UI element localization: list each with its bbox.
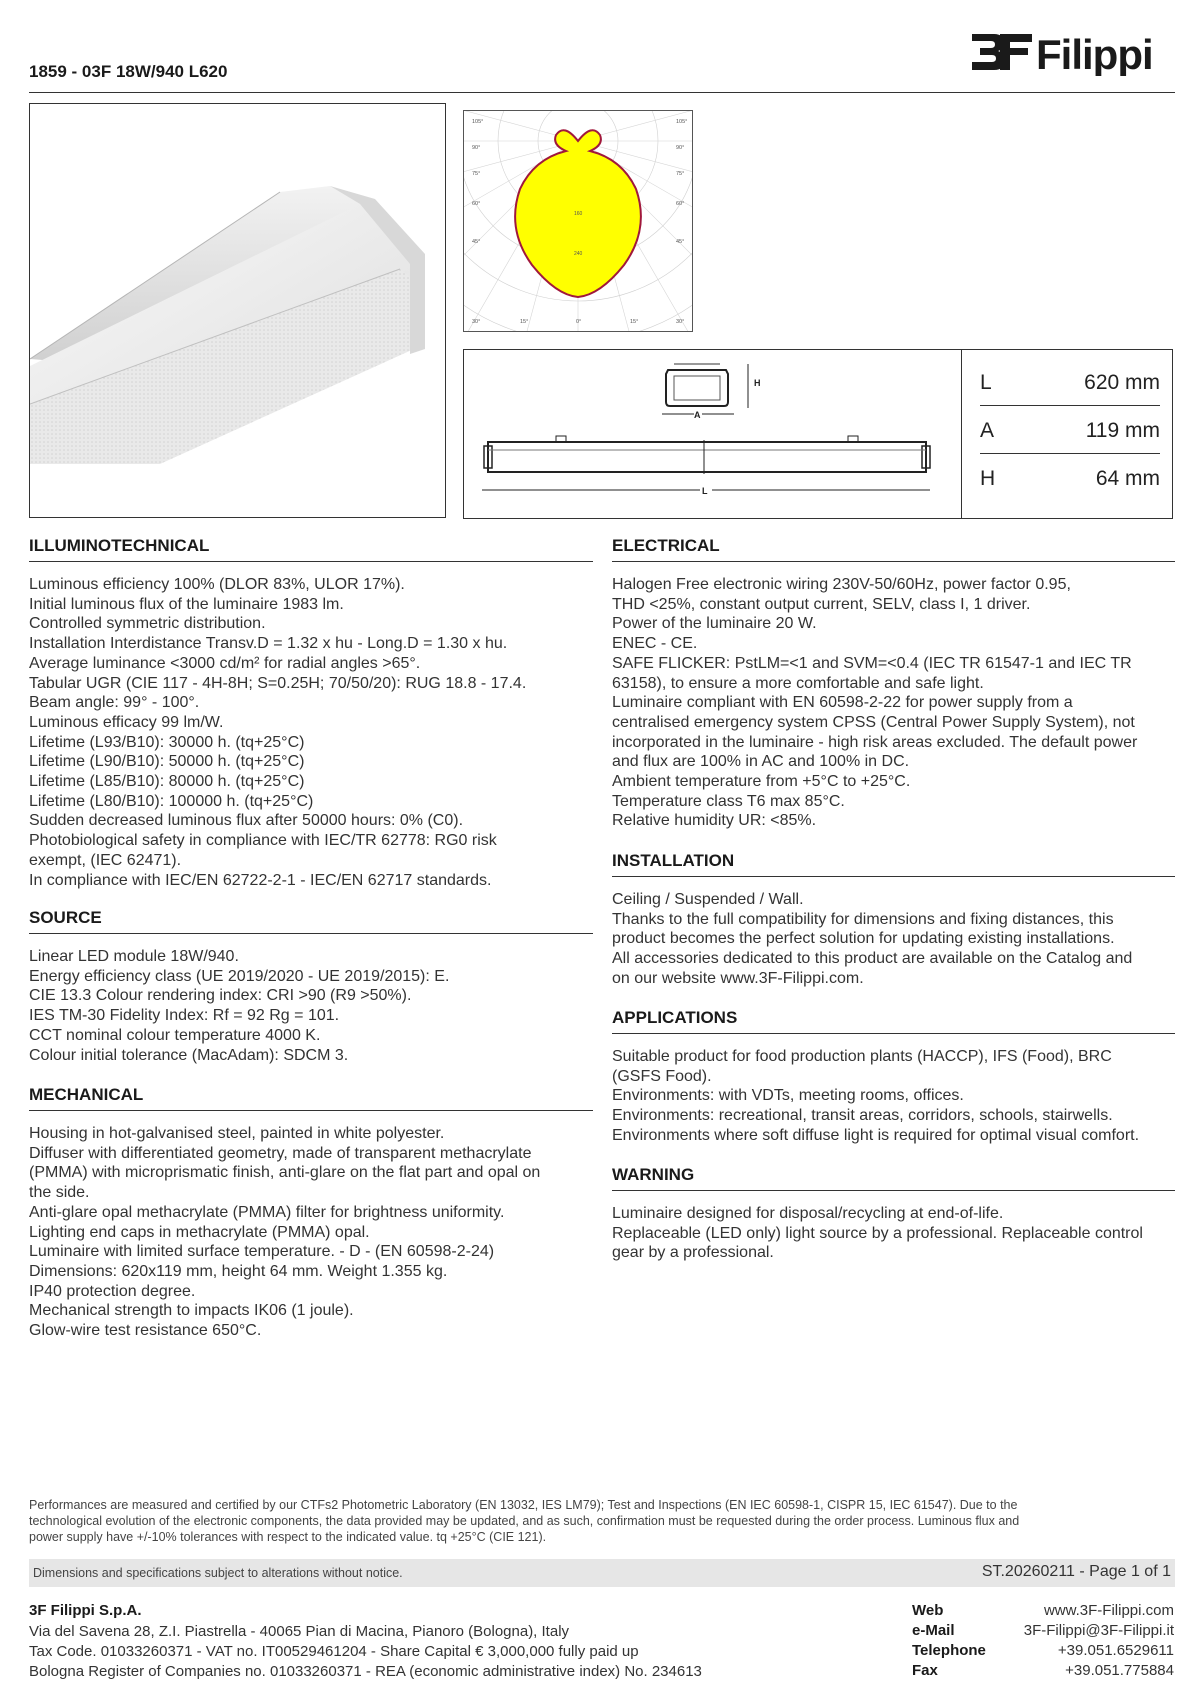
text-line: Ceiling / Suspended / Wall.	[612, 891, 804, 908]
angle-label: 30°	[472, 319, 481, 325]
text-line: Tax Code. 01033260371 - VAT no. IT00529461204 - Share Capital € 3,000,000 fully paid up	[29, 1643, 639, 1660]
text-line: product becomes the perfect solution for updating existing installations.	[612, 930, 1115, 948]
mechanical-text	[29, 1124, 540, 1341]
dimension-value: 64 mm	[1095, 467, 1160, 490]
text-line: Beam angle: 99° - 100°.	[29, 694, 200, 712]
company-address	[29, 1622, 702, 1682]
angle-label: 45°	[472, 239, 481, 245]
header-rule	[29, 92, 1175, 93]
text-line: (GSFS Food).	[612, 1067, 712, 1085]
text-line: CCT nominal colour temperature 4000 K.	[29, 1026, 321, 1044]
text-line: Tabular UGR (CIE 117 - 4H-8H; S=0.25H; 70/50/20): RUG 18.8 - 17.4.	[29, 674, 527, 692]
svg-text:Filippi: Filippi	[1036, 31, 1153, 76]
text-line: Energy efficiency class (UE 2019/2020 - UE 2019/2015): E.	[29, 967, 450, 985]
angle-label: 30°	[676, 319, 685, 325]
section-title-source: SOURCE	[29, 908, 102, 927]
text-line: Performances are measured and certified by our CTFs2 Photometric Laboratory (EN 13032, IES LM79); Test and Inspections (EN IEC 60598-1, CISPR 15, IEC 61547). Due to the	[29, 1498, 1018, 1512]
text-line: Colour initial tolerance (MacAdam): SDCM 3.	[29, 1046, 349, 1064]
text-line: In compliance with IEC/EN 62722-2-1 - IEC/EN 62717 standards.	[29, 871, 492, 889]
text-line: Average luminance <3000 cd/m² for radial angles >65°.	[29, 654, 421, 672]
angle-label: 75°	[472, 171, 481, 177]
illuminotechnical-text	[29, 575, 526, 890]
text-line: Lifetime (L90/B10): 50000 h. (tq+25°C)	[29, 753, 305, 771]
dim-label-h: H	[754, 378, 761, 388]
section-rule	[29, 933, 593, 934]
section-title-installation: INSTALLATION	[612, 851, 735, 870]
section-title-applications: APPLICATIONS	[612, 1008, 738, 1027]
text-line: technological evolution of the electronic components, the data provided may be updated, and as such, confirmation must be requested during the order process. Luminous flux and	[29, 1514, 1020, 1528]
text-line: (PMMA) with microprismatic finish, anti-glare on the flat part and opal on	[29, 1164, 541, 1182]
text-line: Anti-glare opal methacrylate (PMMA) filter for brightness uniformity.	[29, 1203, 505, 1221]
angle-label: 15°	[520, 319, 529, 325]
text-line: 63158), to ensure a more comfortable and safe light.	[612, 674, 984, 692]
warning-text	[612, 1204, 1143, 1263]
text-line: Thanks to the full compatibility for dimensions and fixing distances, this	[612, 910, 1114, 928]
text-line: Housing in hot-galvanised steel, painted in white polyester.	[29, 1125, 445, 1142]
text-line: SAFE FLICKER: PstLM=<1 and SVM=<0.4 (IEC TR 61547-1 and IEC TR	[612, 654, 1132, 672]
text-line: Installation Interdistance Transv.D = 1.32 x hu - Long.D = 1.30 x hu.	[29, 635, 508, 653]
text-line: Controlled symmetric distribution.	[29, 615, 266, 633]
text-line: Diffuser with differentiated geometry, made of transparent methacrylate	[29, 1144, 532, 1162]
text-line: Bologna Register of Companies no. 01033260371 - REA (economic administrative index) No. 234613	[29, 1663, 702, 1680]
text-line: Mechanical strength to impacts IK06 (1 joule).	[29, 1302, 354, 1320]
section-rule	[612, 1190, 1175, 1191]
section-rule	[29, 561, 593, 562]
product-photo	[29, 103, 446, 518]
text-line: Temperature class T6 max 85°C.	[612, 792, 845, 810]
text-line: the side.	[29, 1184, 90, 1202]
text-line: Glow-wire test resistance 650°C.	[29, 1322, 262, 1340]
text-line: Photobiological safety in compliance with IEC/TR 62778: RG0 risk	[29, 832, 497, 850]
angle-label: 90°	[472, 145, 481, 151]
polar-photometric-chart	[463, 110, 693, 332]
section-title-warning: WARNING	[612, 1165, 695, 1184]
applications-text	[612, 1047, 1139, 1146]
text-line: Lighting end caps in methacrylate (PMMA) opal.	[29, 1223, 370, 1241]
dim-label-a: A	[694, 410, 701, 420]
dim-label-l: L	[702, 486, 708, 496]
text-line: Lifetime (L85/B10): 80000 h. (tq+25°C)	[29, 773, 305, 791]
text-line: incorporated in the luminaire - high risk areas excluded. The default power	[612, 733, 1138, 751]
text-line: on our website www.3F-Filippi.com.	[612, 969, 864, 987]
text-line: Replaceable (LED only) light source by a professional. Replaceable control	[612, 1224, 1143, 1242]
text-line: ENEC - CE.	[612, 635, 698, 653]
installation-text	[612, 890, 1132, 989]
angle-label: 0°	[576, 319, 582, 325]
text-line: Luminous efficiency 100% (DLOR 83%, ULOR 17%).	[29, 576, 405, 593]
section-title-electrical: ELECTRICAL	[612, 536, 720, 555]
text-line: IES TM-30 Fidelity Index: Rf = 92 Rg = 101.	[29, 1007, 340, 1025]
text-line: power supply have +/-10% tolerances with respect to the indicated value. tq +25°C (CIE 121).	[29, 1530, 547, 1544]
contact-value-fax: +39.051.775884	[1065, 1662, 1174, 1679]
contact-label-fax: Fax	[912, 1662, 938, 1679]
angle-label: 45°	[676, 239, 685, 245]
text-line: exempt, (IEC 62471).	[29, 851, 182, 869]
text-line: Relative humidity UR: <85%.	[612, 812, 817, 830]
contact-value-telephone: +39.051.6529611	[1057, 1642, 1174, 1659]
text-line: Lifetime (L80/B10): 100000 h. (tq+25°C)	[29, 792, 314, 810]
text-line: Luminaire with limited surface temperature. - D - (EN 60598-2-24)	[29, 1243, 495, 1261]
text-line: Ambient temperature from +5°C to +25°C.	[612, 773, 911, 791]
text-line: Environments: with VDTs, meeting rooms, offices.	[612, 1087, 964, 1105]
text-line: Luminous efficacy 99 lm/W.	[29, 713, 224, 731]
section-title-illuminotechnical: ILLUMINOTECHNICAL	[29, 536, 210, 555]
notice-band	[29, 1559, 1175, 1587]
contact-value-email[interactable]: 3F-Filippi@3F-Filippi.it	[1023, 1622, 1174, 1639]
text-line: Via del Savena 28, Z.I. Piastrella - 40065 Pian di Macina, Pianoro (Bologna), Italy	[29, 1623, 570, 1640]
text-line: Environments where soft diffuse light is required for optimal visual comfort.	[612, 1126, 1140, 1144]
dimension-drawing	[464, 350, 961, 518]
angle-label: 60°	[676, 201, 685, 207]
section-rule	[29, 1110, 593, 1111]
text-line: Luminaire compliant with EN 60598-2-22 for power supply from a	[612, 694, 1073, 712]
angle-label: 90°	[676, 145, 685, 151]
dimensions-box	[463, 349, 1173, 519]
text-line: Environments: recreational, transit areas, corridors, schools, stairwells.	[612, 1107, 1113, 1125]
section-rule	[612, 876, 1175, 877]
radial-label: 160	[574, 211, 583, 217]
contact-value-web[interactable]: www.3F-Filippi.com	[1043, 1602, 1174, 1619]
angle-label: 105°	[472, 119, 484, 125]
text-line: centralised emergency system CPSS (Central Power Supply System), not	[612, 713, 1135, 731]
section-rule	[612, 1033, 1175, 1034]
dimension-row-l	[980, 360, 1160, 406]
dimension-row-a	[980, 408, 1160, 454]
alterations-notice: Dimensions and specifications subject to alterations without notice.	[33, 1566, 403, 1580]
text-line: IP40 protection degree.	[29, 1282, 196, 1300]
brand-logo	[970, 24, 1170, 76]
dimension-row-h	[980, 456, 1160, 502]
product-code: 1859 - 03F 18W/940 L620	[29, 62, 228, 81]
text-line: Power of the luminaire 20 W.	[612, 615, 817, 633]
source-text	[29, 947, 449, 1065]
section-rule	[612, 561, 1175, 562]
section-title-mechanical: MECHANICAL	[29, 1085, 144, 1104]
angle-label: 105°	[676, 119, 688, 125]
text-line: Linear LED module 18W/940.	[29, 948, 239, 965]
dimension-value: 620 mm	[1084, 371, 1160, 394]
text-line: All accessories dedicated to this product are available on the Catalog and	[612, 950, 1133, 968]
page-indicator: ST.20260211 - Page 1 of 1	[981, 1563, 1171, 1580]
radial-label: 240	[574, 251, 583, 257]
text-line: CIE 13.3 Colour rendering index: CRI >90 (R9 >50%).	[29, 987, 412, 1005]
text-line: Luminaire designed for disposal/recycling at end-of-life.	[612, 1205, 1004, 1222]
angle-label: 75°	[676, 171, 685, 177]
text-line: Suitable product for food production plants (HACCP), IFS (Food), BRC	[612, 1048, 1112, 1065]
dimension-value: 119 mm	[1085, 419, 1160, 442]
text-line: Halogen Free electronic wiring 230V-50/60Hz, power factor 0.95,	[612, 576, 1071, 593]
text-line: Initial luminous flux of the luminaire 1983 lm.	[29, 595, 344, 613]
dimensions-table	[961, 350, 1173, 518]
dimension-key: A	[980, 419, 995, 442]
contact-label-email: e-Mail	[912, 1622, 955, 1639]
text-line: Dimensions: 620x119 mm, height 64 mm. Weight 1.355 kg.	[29, 1262, 448, 1280]
contact-label-web: Web	[912, 1602, 944, 1619]
text-line: and flux are 100% in AC and 100% in DC.	[612, 753, 910, 771]
contact-label-telephone: Telephone	[912, 1642, 986, 1659]
text-line: Lifetime (L93/B10): 30000 h. (tq+25°C)	[29, 733, 305, 751]
angle-label: 15°	[630, 319, 639, 325]
company-name: 3F Filippi S.p.A.	[29, 1602, 142, 1619]
angle-label: 60°	[472, 201, 481, 207]
dimension-key: H	[980, 467, 996, 490]
electrical-text	[612, 575, 1137, 831]
text-line: THD <25%, constant output current, SELV, class I, 1 driver.	[612, 595, 1031, 613]
text-line: Sudden decreased luminous flux after 50000 hours: 0% (C0).	[29, 812, 464, 830]
dimension-key: L	[980, 371, 992, 394]
performance-footnote	[29, 1497, 1174, 1545]
text-line: gear by a professional.	[612, 1244, 774, 1262]
